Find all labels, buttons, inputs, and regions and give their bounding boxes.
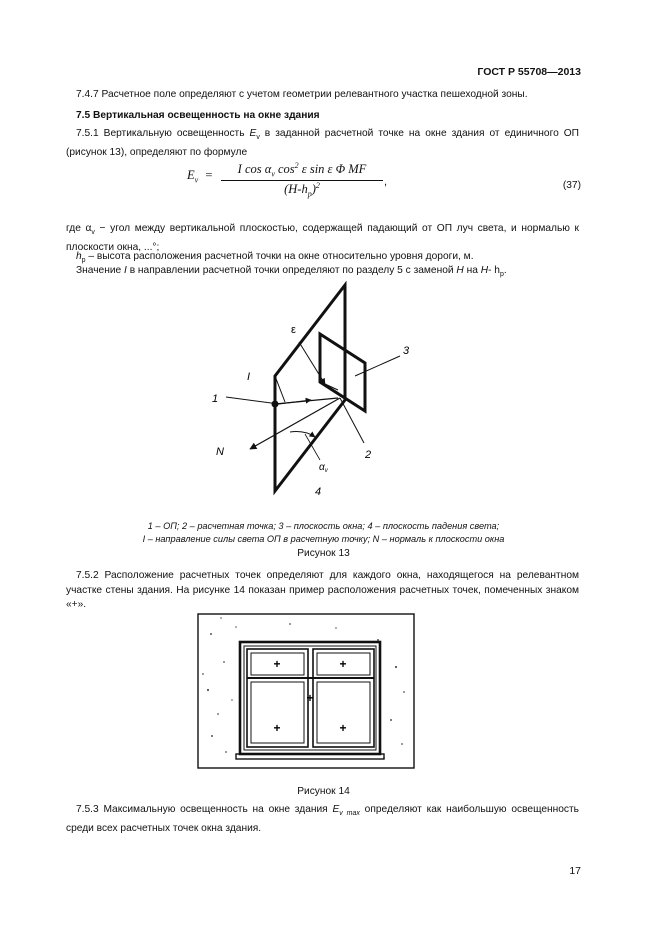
label-2: 2	[365, 449, 372, 461]
paragraph-7-5-1: 7.5.1 Вертикальную освещенность $E_v$ в заданной расчетной точке на окне здания от единичного ОП (рисунок 13), определяют по формуле	[66, 128, 579, 158]
figure-13-diagram	[195, 280, 435, 512]
calc-point-marker: +	[306, 691, 314, 705]
leader-3	[355, 356, 400, 376]
standard-header: ГОСТ Р 55708—2013	[477, 66, 581, 78]
calc-point-marker: +	[273, 657, 281, 671]
calc-point-marker: +	[273, 721, 281, 735]
figure-14-diagram	[196, 612, 416, 772]
section-heading-7-5: 7.5 Вертикальная освещенность на окне здания	[76, 110, 320, 121]
calc-point-marker: +	[339, 657, 347, 671]
label-I: I	[247, 371, 251, 383]
figure-14-title: Рисунок 14	[297, 786, 350, 797]
formula-denominator: $(H-h_p)^2$	[284, 181, 320, 199]
label-3: 3	[403, 345, 410, 357]
paragraph-7-5-2: 7.5.2 Расположение расчетных точек определяют для каждого окна, находящегося на релевантном участке стены здания. На рисунке 14 показан пример расположения расчетных точек, помеченных знаком «+».	[66, 570, 579, 611]
light-ray-1	[226, 397, 279, 404]
formula-comma: ,	[384, 176, 388, 188]
paragraph-7-4-7: 7.4.7 Расчетное поле определяют с учетом геометрии релевантного участка пешеходной зоны.	[76, 89, 528, 100]
label-1: 1	[212, 393, 219, 405]
where-hp: $h_p$ – высота расположения расчетной точки на окне относительно уровня дороги, м.	[76, 251, 474, 265]
figure-13-legend: 1 – ОП; 2 – расчетная точка; 3 – плоскость окна; 4 – плоскость падения света; I – направление силы света ОП в расчетную точку; N – нормаль к плоскости окна	[142, 521, 505, 544]
calc-point-marker: +	[339, 721, 347, 735]
formula-numerator: I $\cos \alpha_v$ $\cos^2 \varepsilon$ sin ε Φ MF	[237, 161, 367, 179]
label-N: N	[216, 446, 224, 458]
paragraph-7-5-3: 7.5.3 Максимальную освещенность на окне здания $E_{v max}$ определяют как наибольшую освещенность среди всех расчетных точек окна здания.	[66, 804, 579, 834]
value-I-note: Значение I в направлении расчетной точки определяют по разделу 5 с заменой H на H- $h_p$.	[76, 265, 507, 279]
where-alpha: где $\alpha_v$ − угол между вертикальной плоскостью, содержащей падающий от ОП луч света, и нормалью к плоскости окна, ...°;	[66, 223, 579, 253]
alpha-arc	[290, 432, 315, 437]
label-alpha: $\alpha_v$	[319, 462, 328, 474]
figure-13-title: Рисунок 13	[297, 548, 350, 559]
leader-2	[340, 398, 364, 443]
page-number: 17	[569, 865, 581, 877]
formula-number: (37)	[562, 180, 581, 191]
label-epsilon: ε	[291, 324, 296, 336]
formula-lhs: $E_v$ =	[187, 168, 213, 185]
label-4: 4	[315, 486, 322, 498]
